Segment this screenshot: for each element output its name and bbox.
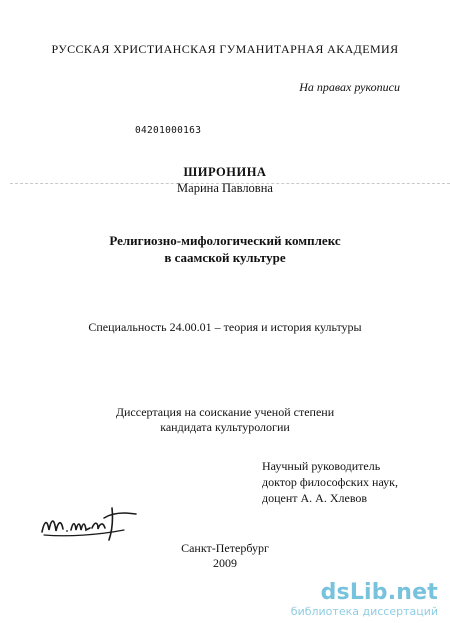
dissertation-title-line-1: Религиозно-мифологический комплекс <box>109 233 341 248</box>
watermark-subtitle: библиотека диссертаций <box>290 605 438 618</box>
degree-statement-line-2: кандидата культурологии <box>160 420 290 434</box>
dslib-watermark <box>291 581 438 618</box>
author-given-name: Марина Павловна <box>177 181 273 195</box>
academy-name: РУССКАЯ ХРИСТИАНСКАЯ ГУМАНИТАРНАЯ АКАДЕМИЯ <box>51 42 399 56</box>
city: Санкт-Петербург <box>181 541 269 555</box>
dissertation-title-line-2: в саамской культуре <box>164 250 286 265</box>
year: 2009 <box>213 556 237 570</box>
advisor-role: Научный руководитель <box>262 459 381 473</box>
advisor-name: доцент А. А. Хлевов <box>262 491 368 505</box>
watermark-logo: dsLib.net <box>320 580 438 605</box>
handwritten-signature <box>38 504 148 544</box>
author-surname: ШИРОНИНА <box>183 165 267 179</box>
manuscript-rights-note: На правах рукописи <box>299 80 400 94</box>
degree-statement-line-1: Диссертация на соискание ученой степени <box>115 405 335 419</box>
advisor-degree: доктор философских наук, <box>262 475 398 489</box>
specialty-line: Специальность 24.00.01 – теория и история культуры <box>88 320 362 334</box>
registration-code: 04201000163 <box>135 125 202 136</box>
